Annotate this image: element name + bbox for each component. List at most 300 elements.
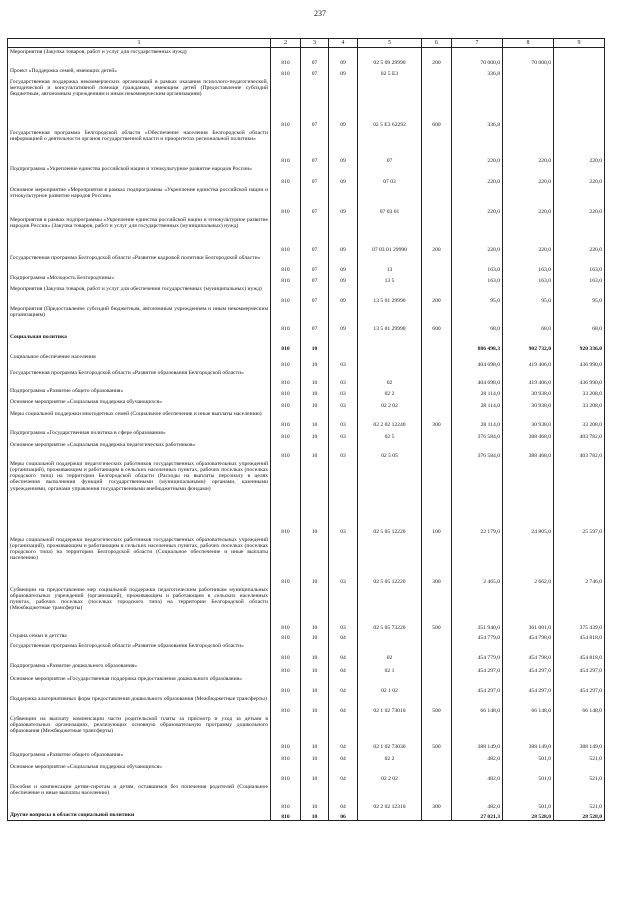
amount-year2-cell: 28 528,0 [503, 811, 554, 821]
target-article-cell: 02 2 [358, 387, 422, 398]
amount-year1-cell: 163,0 [452, 254, 503, 274]
amount-year3-cell: 454 297,0 [554, 662, 605, 675]
subsection-cell: 09 [329, 129, 358, 165]
code-admin-cell: 810 [271, 78, 301, 129]
code-admin-cell: 810 [271, 441, 301, 460]
amount-year1-cell: 95,0 [452, 285, 503, 305]
section-cell: 10 [301, 536, 329, 586]
code-admin-cell: 810 [271, 429, 301, 441]
row-name-cell: Подпрограмма «Развитие общего образования» [8, 387, 271, 398]
amount-year2-cell: 68,0 [503, 305, 554, 333]
subsection-cell: 03 [329, 369, 358, 387]
amount-year2-cell: 388 468,0 [503, 441, 554, 460]
row-name-cell: Охрана семьи и детства [8, 632, 271, 642]
expense-type-cell [422, 186, 452, 216]
table-row [8, 715, 605, 751]
table-row [8, 695, 605, 715]
row-name-cell: Субвенции на предоставление мер социальной поддержки педагогическим работникам муниципальных образовательных учреждений (организаций), проживающим и работающим в сельских населенных пунктах, рабочих поселках (поселках городского типа) на территории Белгородской области (Межбюджетные трансферты) [8, 586, 271, 632]
subsection-cell: 04 [329, 783, 358, 811]
target-article-cell [358, 811, 422, 821]
row-name-cell: Государственная программа Белгородской области «Обеспечение населения Белгородской области информацией о деятельности органов государственной власти и приоритетах региональной политики» [8, 129, 271, 165]
row-name-cell: Государственная программа Белгородской области «Развитие образования Белгородской области» [8, 369, 271, 387]
amount-year2-cell: 501,0 [503, 763, 554, 783]
subsection-cell: 09 [329, 305, 358, 333]
amount-year3-cell [554, 48, 605, 67]
section-cell: 07 [301, 78, 329, 129]
subsection-cell: 03 [329, 460, 358, 536]
code-admin-cell: 810 [271, 642, 301, 662]
amount-year1-cell: 220,0 [452, 165, 503, 186]
expense-type-cell: 300 [422, 410, 452, 429]
code-admin-cell: 810 [271, 353, 301, 369]
section-cell: 10 [301, 441, 329, 460]
table-row [8, 216, 605, 254]
table-row [8, 410, 605, 429]
amount-year3-cell: 436 990,0 [554, 353, 605, 369]
row-name-cell: Мероприятия (Закупка товаров, работ и услуг для обеспечения государственных (муниципальных) нужд) [8, 285, 271, 305]
target-article-cell: 02 1 02 [358, 675, 422, 695]
table-row [8, 662, 605, 675]
amount-year2-cell: 388 468,0 [503, 429, 554, 441]
expense-type-cell [422, 67, 452, 78]
code-admin-cell: 810 [271, 662, 301, 675]
expense-type-cell [422, 129, 452, 165]
amount-year2-cell: 454 798,0 [503, 642, 554, 662]
target-article-cell: 02 2 02 12310 [358, 783, 422, 811]
section-cell: 07 [301, 48, 329, 67]
section-cell: 10 [301, 632, 329, 642]
target-article-cell: 02 5 05 12220 [358, 536, 422, 586]
expense-type-cell: 300 [422, 536, 452, 586]
code-admin-cell: 810 [271, 129, 301, 165]
target-article-cell [358, 353, 422, 369]
header-col-8: 8 [503, 39, 554, 48]
code-admin-cell: 810 [271, 715, 301, 751]
table-row [8, 536, 605, 586]
row-name-cell: Государственная программа Белгородской области «Развитие кадровой политики Белгородской области» [8, 254, 271, 274]
code-admin-cell: 810 [271, 536, 301, 586]
subsection-cell [329, 333, 358, 353]
amount-year3-cell: 163,0 [554, 274, 605, 285]
target-article-cell: 13 5 01 29990 [358, 285, 422, 305]
subsection-cell: 04 [329, 763, 358, 783]
table-row [8, 811, 605, 821]
expense-type-cell [422, 441, 452, 460]
table-row [8, 675, 605, 695]
row-name-cell: Мероприятия (Закупка товаров, работ и услуг для государственных нужд) [8, 48, 271, 67]
amount-year3-cell: 28 528,0 [554, 811, 605, 821]
subsection-cell: 09 [329, 285, 358, 305]
row-name-cell: Государственная поддержка некоммерческих организаций в рамках оказания психолого-педагогической, методической и консультативной помощи гражданам, имеющим детей (Предоставление субсидий бюджетным, автономным учреждениям и иным некоммерческим организациям) [8, 78, 271, 129]
page-number: 237 [314, 9, 326, 18]
code-admin-cell: 810 [271, 387, 301, 398]
amount-year3-cell: 163,0 [554, 254, 605, 274]
table-row [8, 763, 605, 783]
expense-type-cell [422, 675, 452, 695]
amount-year1-cell: 220,0 [452, 129, 503, 165]
subsection-cell: 04 [329, 695, 358, 715]
row-name-cell: Меры социальной поддержки многодетных семей (Социальное обеспечение и иные выплаты населению) [8, 410, 271, 429]
amount-year3-cell [554, 78, 605, 129]
amount-year2-cell [503, 78, 554, 129]
table-row [8, 369, 605, 387]
target-article-cell: 07 03 01 [358, 186, 422, 216]
row-name-cell: Проект «Поддержка семей, имеющих детей» [8, 67, 271, 78]
amount-year1-cell: 70 000,0 [452, 48, 503, 67]
header-col-1: 1 [8, 39, 271, 48]
expense-type-cell [422, 274, 452, 285]
header-col-6: 6 [422, 39, 452, 48]
row-name-cell: Основное мероприятие «Мероприятия в рамках подпрограммы «Укрепление единства российской нации и этнокультурное развитие народов России» [8, 186, 271, 216]
amount-year3-cell: 33 208,0 [554, 410, 605, 429]
code-admin-cell: 810 [271, 369, 301, 387]
target-article-cell: 02 2 02 [358, 398, 422, 410]
row-name-cell: Государственная программа Белгородской области «Развитие образования Белгородской области» [8, 642, 271, 662]
amount-year2-cell: 361 001,0 [503, 586, 554, 632]
row-name-cell: Подпрограмма «Государственная политика в сфере образования» [8, 429, 271, 441]
subsection-cell: 03 [329, 398, 358, 410]
amount-year1-cell: 404 698,0 [452, 353, 503, 369]
table-row [8, 353, 605, 369]
amount-year1-cell: 2 465,0 [452, 536, 503, 586]
table-row [8, 429, 605, 441]
target-article-cell: 02 [358, 369, 422, 387]
target-article-cell: 02 1 02 73010 [358, 695, 422, 715]
amount-year2-cell: 454 297,0 [503, 662, 554, 675]
row-name-cell: Основное мероприятие «Социальная поддержка педагогических работников» [8, 441, 271, 460]
section-cell: 07 [301, 186, 329, 216]
amount-year2-cell: 66 148,0 [503, 695, 554, 715]
amount-year2-cell: 388 149,0 [503, 715, 554, 751]
amount-year1-cell: 388 149,0 [452, 715, 503, 751]
subsection-cell: 09 [329, 186, 358, 216]
row-name-cell: Мероприятия (Предоставление субсидий бюджетным, автономным учреждениям и иным некоммерческим организациям) [8, 305, 271, 333]
amount-year3-cell: 454 818,0 [554, 632, 605, 642]
section-cell: 07 [301, 305, 329, 333]
table-row [8, 642, 605, 662]
amount-year2-cell: 419 406,0 [503, 353, 554, 369]
amount-year3-cell: 25 597,0 [554, 460, 605, 536]
expense-type-cell [422, 429, 452, 441]
row-name-cell: Мероприятия в рамках подпрограммы «Укрепление единства российской нации и этнокультурное развитие народов России» (Закупка товаров, работ и услуг для государственных (муниципальных) нужд) [8, 216, 271, 254]
table-row [8, 78, 605, 129]
amount-year3-cell: 220,0 [554, 129, 605, 165]
subsection-cell: 09 [329, 254, 358, 274]
row-name-cell: Подпрограмма «Развитие дошкольного образования» [8, 662, 271, 675]
amount-year2-cell: 30 938,0 [503, 398, 554, 410]
section-cell: 10 [301, 675, 329, 695]
amount-year2-cell: 220,0 [503, 165, 554, 186]
expense-type-cell [422, 353, 452, 369]
amount-year3-cell: 68,0 [554, 305, 605, 333]
table-row [8, 48, 605, 67]
amount-year2-cell: 454 798,0 [503, 632, 554, 642]
amount-year1-cell: 68,0 [452, 305, 503, 333]
code-admin-cell: 810 [271, 285, 301, 305]
target-article-cell: 02 5 05 73220 [358, 586, 422, 632]
section-cell: 07 [301, 165, 329, 186]
table-row [8, 186, 605, 216]
amount-year3-cell: 454 297,0 [554, 675, 605, 695]
target-article-cell: 02 5 05 [358, 441, 422, 460]
subsection-cell: 03 [329, 353, 358, 369]
section-cell: 07 [301, 274, 329, 285]
subsection-cell: 04 [329, 751, 358, 763]
amount-year3-cell: 2 746,0 [554, 536, 605, 586]
subsection-cell: 09 [329, 78, 358, 129]
amount-year1-cell: 482,0 [452, 751, 503, 763]
code-admin-cell: 810 [271, 274, 301, 285]
expense-type-cell [422, 763, 452, 783]
target-article-cell: 02 2 02 [358, 763, 422, 783]
amount-year1-cell: 22 179,0 [452, 460, 503, 536]
amount-year1-cell: 220,0 [452, 216, 503, 254]
expense-type-cell: 600 [422, 305, 452, 333]
amount-year2-cell: 163,0 [503, 254, 554, 274]
amount-year1-cell: 404 698,0 [452, 369, 503, 387]
amount-year2-cell: 454 297,0 [503, 675, 554, 695]
section-cell: 10 [301, 662, 329, 675]
amount-year3-cell: 436 990,0 [554, 369, 605, 387]
amount-year1-cell: 886 498,3 [452, 333, 503, 353]
subsection-cell: 03 [329, 410, 358, 429]
target-article-cell: 02 1 02 73030 [358, 715, 422, 751]
section-cell: 07 [301, 129, 329, 165]
subsection-cell: 06 [329, 811, 358, 821]
table-row [8, 387, 605, 398]
expense-type-cell [422, 165, 452, 186]
section-cell: 07 [301, 67, 329, 78]
amount-year2-cell: 163,0 [503, 274, 554, 285]
expense-type-cell: 500 [422, 586, 452, 632]
section-cell: 10 [301, 387, 329, 398]
table-row [8, 165, 605, 186]
subsection-cell: 03 [329, 429, 358, 441]
amount-year1-cell: 28 114,0 [452, 387, 503, 398]
expense-type-cell: 300 [422, 783, 452, 811]
amount-year1-cell: 454 297,0 [452, 675, 503, 695]
row-name-cell: Подпрограмма «Молодость Белгородчины» [8, 274, 271, 285]
row-name-cell: Основное мероприятие «Государственная поддержка предоставления дошкольного образования» [8, 675, 271, 695]
amount-year1-cell: 27 021,3 [452, 811, 503, 821]
table-row [8, 751, 605, 763]
table-row [8, 441, 605, 460]
row-name-cell: Социальная политика [8, 333, 271, 353]
row-name-cell: Меры социальной поддержки педагогических работников государственных образовательных учреждений (организаций), проживающим и работающим в сельских населенных пунктах, рабочих поселках (поселках городского типа) на территории Белгородской области (Расходы на выплаты персоналу в целях обеспечения выполнения функций государственными (муниципальными) органами, казенными учреждениями, органами управления государственными внебюджетными фондами) [8, 460, 271, 536]
expense-type-cell: 200 [422, 48, 452, 67]
code-admin-cell: 810 [271, 695, 301, 715]
section-cell: 10 [301, 353, 329, 369]
target-article-cell: 02 1 [358, 662, 422, 675]
target-article-cell: 07 [358, 129, 422, 165]
expense-type-cell [422, 751, 452, 763]
row-name-cell: Поддержка альтернативных форм предоставления дошкольного образования (Межбюджетные трансферты) [8, 695, 271, 715]
code-admin-cell: 810 [271, 165, 301, 186]
section-cell: 10 [301, 695, 329, 715]
target-article-cell: 13 5 01 29990 [358, 305, 422, 333]
amount-year2-cell: 30 938,0 [503, 410, 554, 429]
row-name-cell: Основное мероприятие «Социальная поддержка обучающихся» [8, 398, 271, 410]
table-row [8, 305, 605, 333]
expense-type-cell [422, 398, 452, 410]
amount-year3-cell: 220,0 [554, 165, 605, 186]
header-col-4: 4 [329, 39, 358, 48]
table-row [8, 274, 605, 285]
expense-type-cell: 200 [422, 216, 452, 254]
amount-year1-cell: 28 114,0 [452, 398, 503, 410]
subsection-cell: 09 [329, 274, 358, 285]
amount-year1-cell: 336,8 [452, 78, 503, 129]
code-admin-cell: 810 [271, 751, 301, 763]
header-col-3: 3 [301, 39, 329, 48]
row-name-cell: Социальное обеспечение населения [8, 353, 271, 369]
amount-year3-cell: 375 439,0 [554, 586, 605, 632]
amount-year1-cell: 454 297,0 [452, 662, 503, 675]
target-article-cell: 02 2 02 12240 [358, 410, 422, 429]
expense-type-cell [422, 811, 452, 821]
code-admin-cell: 810 [271, 333, 301, 353]
amount-year2-cell: 24 805,0 [503, 460, 554, 536]
subsection-cell: 09 [329, 216, 358, 254]
target-article-cell: 13 5 [358, 274, 422, 285]
header-col-7: 7 [452, 39, 503, 48]
expense-type-cell: 500 [422, 715, 452, 751]
target-article-cell [358, 333, 422, 353]
expense-type-cell: 500 [422, 695, 452, 715]
amount-year1-cell: 454 779,0 [452, 642, 503, 662]
section-cell: 10 [301, 763, 329, 783]
expense-type-cell [422, 632, 452, 642]
code-admin-cell: 810 [271, 398, 301, 410]
target-article-cell: 02 5 [358, 429, 422, 441]
table-row [8, 285, 605, 305]
amount-year3-cell: 521,0 [554, 763, 605, 783]
code-admin-cell: 810 [271, 811, 301, 821]
target-article-cell [358, 632, 422, 642]
amount-year1-cell: 482,0 [452, 763, 503, 783]
expense-type-cell [422, 642, 452, 662]
subsection-cell: 03 [329, 536, 358, 586]
code-admin-cell: 810 [271, 67, 301, 78]
amount-year3-cell: 403 782,0 [554, 429, 605, 441]
amount-year2-cell: 220,0 [503, 129, 554, 165]
section-cell: 10 [301, 429, 329, 441]
amount-year2-cell: 70 000,0 [503, 48, 554, 67]
amount-year2-cell: 2 662,0 [503, 536, 554, 586]
code-admin-cell: 810 [271, 586, 301, 632]
amount-year3-cell: 388 149,0 [554, 715, 605, 751]
expense-type-cell [422, 387, 452, 398]
amount-year1-cell: 28 114,0 [452, 410, 503, 429]
section-cell: 07 [301, 216, 329, 254]
code-admin-cell: 810 [271, 48, 301, 67]
amount-year1-cell: 66 148,0 [452, 695, 503, 715]
code-admin-cell: 810 [271, 763, 301, 783]
table-row [8, 333, 605, 353]
amount-year2-cell: 902 732,0 [503, 333, 554, 353]
amount-year3-cell: 220,0 [554, 186, 605, 216]
code-admin-cell: 810 [271, 783, 301, 811]
section-cell: 10 [301, 333, 329, 353]
row-name-cell: Другие вопросы в области социальной политики [8, 811, 271, 821]
target-article-cell: 02 [358, 642, 422, 662]
table-header [8, 39, 605, 48]
code-admin-cell: 810 [271, 460, 301, 536]
row-name-cell: Субвенции на выплату компенсации части родительской платы за присмотр и уход за детьми в образовательных организациях, реализующих основную образовательную программу дошкольного образования (Межбюджетные трансферты) [8, 715, 271, 751]
code-admin-cell: 810 [271, 186, 301, 216]
amount-year2-cell: 501,0 [503, 783, 554, 811]
amount-year2-cell: 501,0 [503, 751, 554, 763]
section-cell: 10 [301, 783, 329, 811]
target-article-cell: 07 03 [358, 165, 422, 186]
subsection-cell: 03 [329, 387, 358, 398]
amount-year2-cell: 220,0 [503, 186, 554, 216]
section-cell: 10 [301, 369, 329, 387]
expense-type-cell [422, 662, 452, 675]
subsection-cell: 09 [329, 48, 358, 67]
section-cell: 10 [301, 642, 329, 662]
amount-year3-cell: 920 336,0 [554, 333, 605, 353]
expense-type-cell [422, 254, 452, 274]
expense-type-cell: 600 [422, 78, 452, 129]
amount-year1-cell: 376 584,0 [452, 429, 503, 441]
amount-year2-cell: 419 406,0 [503, 369, 554, 387]
section-cell: 07 [301, 254, 329, 274]
table-row [8, 632, 605, 642]
amount-year3-cell: 66 148,0 [554, 695, 605, 715]
amount-year1-cell: 454 779,0 [452, 632, 503, 642]
amount-year3-cell: 403 782,0 [554, 441, 605, 460]
table-row [8, 783, 605, 811]
amount-year1-cell: 482,0 [452, 783, 503, 811]
target-article-cell: 02 5 05 12220 [358, 460, 422, 536]
row-name-cell: Подпрограмма «Укрепление единства российской нации и этнокультурное развитие народов России» [8, 165, 271, 186]
row-name-cell: Пособия и компенсации детям-сиротам и детям, оставшимся без попечения родителей (Социальное обеспечение и иные выплаты населению) [8, 783, 271, 811]
row-name-cell: Подпрограмма «Развитие общего образования» [8, 751, 271, 763]
expense-type-cell: 200 [422, 285, 452, 305]
amount-year1-cell: 163,0 [452, 274, 503, 285]
expense-type-cell [422, 333, 452, 353]
amount-year1-cell: 376 584,0 [452, 441, 503, 460]
amount-year2-cell: 30 938,0 [503, 387, 554, 398]
code-admin-cell: 810 [271, 305, 301, 333]
section-cell: 10 [301, 398, 329, 410]
target-article-cell: 02 5 Е3 62292 [358, 78, 422, 129]
amount-year3-cell: 521,0 [554, 783, 605, 811]
section-cell: 10 [301, 410, 329, 429]
subsection-cell: 04 [329, 715, 358, 751]
table-body [8, 48, 605, 821]
header-col-5: 5 [358, 39, 422, 48]
subsection-cell: 04 [329, 642, 358, 662]
code-admin-cell: 810 [271, 254, 301, 274]
code-admin-cell: 810 [271, 632, 301, 642]
row-name-cell: Меры социальной поддержки педагогических работников государственных образовательных учреждений (организаций), проживающим и работающим в сельских населенных пунктах, рабочих поселках (поселках городского типа) на территории Белгородской области (Социальное обеспечение и иные выплаты населению) [8, 536, 271, 586]
amount-year2-cell: 220,0 [503, 216, 554, 254]
amount-year3-cell: 33 208,0 [554, 387, 605, 398]
amount-year1-cell: 220,0 [452, 186, 503, 216]
section-cell: 10 [301, 586, 329, 632]
code-admin-cell: 810 [271, 675, 301, 695]
section-cell: 07 [301, 285, 329, 305]
subsection-cell: 09 [329, 165, 358, 186]
subsection-cell: 03 [329, 586, 358, 632]
target-article-cell: 02 2 [358, 751, 422, 763]
table-row [8, 460, 605, 536]
subsection-cell: 03 [329, 441, 358, 460]
amount-year2-cell [503, 67, 554, 78]
target-article-cell: 07 03 01 29990 [358, 216, 422, 254]
